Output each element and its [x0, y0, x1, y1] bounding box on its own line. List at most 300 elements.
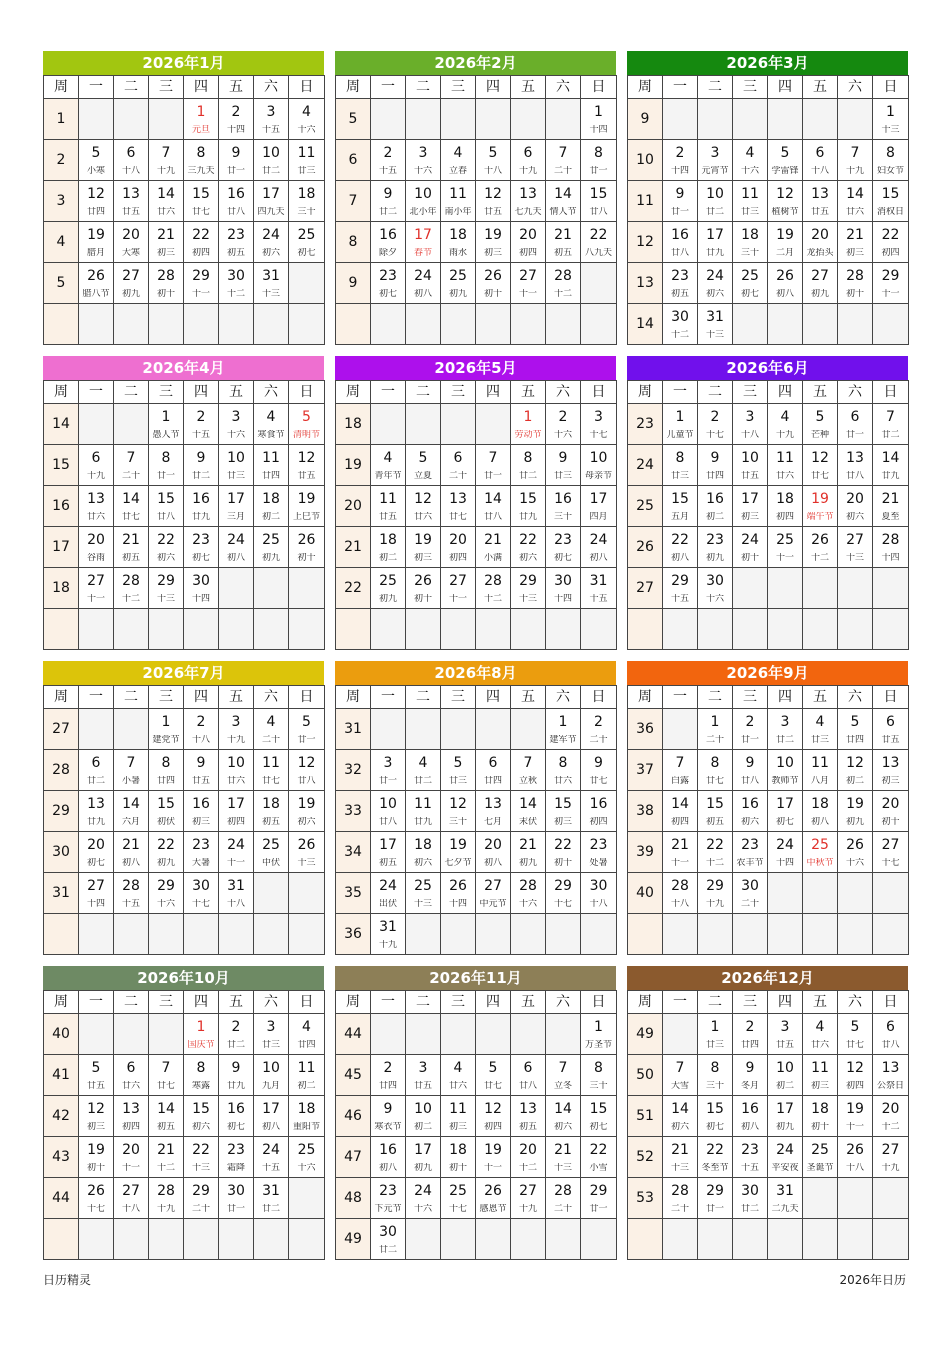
day-cell[interactable] — [838, 140, 873, 181]
day-cell[interactable] — [581, 750, 617, 791]
day-cell[interactable] — [581, 709, 617, 750]
day-cell[interactable] — [476, 181, 511, 222]
day-cell[interactable] — [663, 1055, 698, 1096]
day-cell[interactable] — [698, 404, 733, 445]
day-cell[interactable] — [441, 1137, 476, 1178]
day-cell[interactable] — [476, 791, 511, 832]
day-cell[interactable] — [406, 873, 441, 914]
day-cell[interactable] — [289, 445, 325, 486]
day-cell[interactable] — [254, 222, 289, 263]
day-cell[interactable] — [254, 404, 289, 445]
day-cell[interactable] — [441, 222, 476, 263]
day-cell[interactable] — [149, 486, 184, 527]
day-cell[interactable] — [768, 222, 803, 263]
day-cell[interactable] — [254, 1055, 289, 1096]
day-cell[interactable] — [873, 222, 909, 263]
day-cell[interactable] — [838, 263, 873, 304]
day-cell[interactable] — [476, 1055, 511, 1096]
day-cell[interactable] — [511, 1096, 546, 1137]
day-cell[interactable] — [803, 1055, 838, 1096]
day-cell[interactable] — [406, 263, 441, 304]
day-cell[interactable] — [546, 791, 581, 832]
day-cell[interactable] — [79, 750, 114, 791]
day-cell[interactable] — [114, 1096, 149, 1137]
day-cell[interactable] — [79, 140, 114, 181]
day-cell[interactable] — [114, 222, 149, 263]
day-cell[interactable] — [219, 709, 254, 750]
day-cell[interactable] — [698, 750, 733, 791]
day-cell[interactable] — [546, 527, 581, 568]
day-cell[interactable] — [371, 568, 406, 609]
day-cell[interactable] — [838, 1096, 873, 1137]
day-cell[interactable] — [803, 750, 838, 791]
day-cell[interactable] — [79, 527, 114, 568]
day-cell[interactable] — [873, 404, 909, 445]
day-cell[interactable] — [768, 1055, 803, 1096]
day-cell[interactable] — [838, 486, 873, 527]
day-cell[interactable] — [441, 1096, 476, 1137]
day-cell[interactable] — [371, 832, 406, 873]
day-cell[interactable] — [581, 791, 617, 832]
day-cell[interactable] — [663, 568, 698, 609]
day-cell[interactable] — [768, 1014, 803, 1055]
day-cell[interactable] — [371, 791, 406, 832]
day-cell[interactable] — [581, 99, 617, 140]
day-cell[interactable] — [698, 486, 733, 527]
day-cell[interactable] — [768, 832, 803, 873]
day-cell[interactable] — [219, 1055, 254, 1096]
day-cell[interactable] — [546, 263, 581, 304]
day-cell[interactable] — [873, 1055, 909, 1096]
day-cell[interactable] — [149, 1178, 184, 1219]
day-cell[interactable] — [733, 1096, 768, 1137]
day-cell[interactable] — [733, 140, 768, 181]
day-cell[interactable] — [873, 1096, 909, 1137]
day-cell[interactable] — [803, 709, 838, 750]
day-cell[interactable] — [406, 791, 441, 832]
day-cell[interactable] — [476, 1178, 511, 1219]
day-cell[interactable] — [149, 750, 184, 791]
day-cell[interactable] — [698, 873, 733, 914]
day-cell[interactable] — [184, 1137, 219, 1178]
day-cell[interactable] — [698, 1014, 733, 1055]
day-cell[interactable] — [441, 263, 476, 304]
day-cell[interactable] — [546, 873, 581, 914]
day-cell[interactable] — [254, 1137, 289, 1178]
day-cell[interactable] — [79, 445, 114, 486]
day-cell[interactable] — [803, 832, 838, 873]
day-cell[interactable] — [663, 832, 698, 873]
day-cell[interactable] — [581, 1096, 617, 1137]
day-cell[interactable] — [581, 832, 617, 873]
day-cell[interactable] — [406, 486, 441, 527]
day-cell[interactable] — [838, 445, 873, 486]
day-cell[interactable] — [371, 1096, 406, 1137]
day-cell[interactable] — [511, 222, 546, 263]
day-cell[interactable] — [581, 222, 617, 263]
day-cell[interactable] — [219, 445, 254, 486]
day-cell[interactable] — [838, 1014, 873, 1055]
day-cell[interactable] — [184, 709, 219, 750]
day-cell[interactable] — [768, 709, 803, 750]
day-cell[interactable] — [733, 709, 768, 750]
day-cell[interactable] — [441, 527, 476, 568]
day-cell[interactable] — [546, 832, 581, 873]
day-cell[interactable] — [546, 404, 581, 445]
day-cell[interactable] — [663, 1137, 698, 1178]
day-cell[interactable] — [184, 527, 219, 568]
day-cell[interactable] — [406, 1137, 441, 1178]
day-cell[interactable] — [79, 263, 114, 304]
day-cell[interactable] — [733, 263, 768, 304]
day-cell[interactable] — [873, 832, 909, 873]
day-cell[interactable] — [733, 832, 768, 873]
day-cell[interactable] — [511, 527, 546, 568]
day-cell[interactable] — [79, 486, 114, 527]
day-cell[interactable] — [768, 445, 803, 486]
day-cell[interactable] — [149, 263, 184, 304]
day-cell[interactable] — [254, 263, 289, 304]
day-cell[interactable] — [406, 1096, 441, 1137]
day-cell[interactable] — [476, 445, 511, 486]
day-cell[interactable] — [476, 263, 511, 304]
day-cell[interactable] — [581, 568, 617, 609]
day-cell[interactable] — [581, 181, 617, 222]
day-cell[interactable] — [733, 404, 768, 445]
day-cell[interactable] — [663, 1096, 698, 1137]
day-cell[interactable] — [511, 181, 546, 222]
day-cell[interactable] — [698, 791, 733, 832]
day-cell[interactable] — [768, 791, 803, 832]
day-cell[interactable] — [289, 527, 325, 568]
day-cell[interactable] — [873, 181, 909, 222]
day-cell[interactable] — [289, 404, 325, 445]
day-cell[interactable] — [441, 750, 476, 791]
day-cell[interactable] — [371, 140, 406, 181]
day-cell[interactable] — [663, 181, 698, 222]
day-cell[interactable] — [803, 404, 838, 445]
day-cell[interactable] — [406, 1178, 441, 1219]
day-cell[interactable] — [803, 222, 838, 263]
day-cell[interactable] — [581, 445, 617, 486]
day-cell[interactable] — [219, 1014, 254, 1055]
day-cell[interactable] — [476, 222, 511, 263]
day-cell[interactable] — [546, 1178, 581, 1219]
day-cell[interactable] — [371, 914, 406, 955]
day-cell[interactable] — [441, 486, 476, 527]
day-cell[interactable] — [406, 222, 441, 263]
day-cell[interactable] — [733, 222, 768, 263]
day-cell[interactable] — [873, 99, 909, 140]
day-cell[interactable] — [289, 832, 325, 873]
day-cell[interactable] — [149, 1055, 184, 1096]
day-cell[interactable] — [581, 486, 617, 527]
day-cell[interactable] — [733, 181, 768, 222]
day-cell[interactable] — [581, 404, 617, 445]
day-cell[interactable] — [698, 568, 733, 609]
day-cell[interactable] — [184, 404, 219, 445]
day-cell[interactable] — [698, 140, 733, 181]
day-cell[interactable] — [663, 1178, 698, 1219]
day-cell[interactable] — [114, 445, 149, 486]
day-cell[interactable] — [476, 750, 511, 791]
day-cell[interactable] — [511, 750, 546, 791]
day-cell[interactable] — [254, 750, 289, 791]
day-cell[interactable] — [873, 791, 909, 832]
day-cell[interactable] — [79, 791, 114, 832]
day-cell[interactable] — [219, 181, 254, 222]
day-cell[interactable] — [79, 1055, 114, 1096]
day-cell[interactable] — [511, 568, 546, 609]
day-cell[interactable] — [114, 750, 149, 791]
day-cell[interactable] — [803, 140, 838, 181]
day-cell[interactable] — [184, 99, 219, 140]
day-cell[interactable] — [873, 486, 909, 527]
day-cell[interactable] — [371, 873, 406, 914]
day-cell[interactable] — [184, 445, 219, 486]
day-cell[interactable] — [114, 140, 149, 181]
day-cell[interactable] — [663, 140, 698, 181]
day-cell[interactable] — [219, 1178, 254, 1219]
day-cell[interactable] — [838, 832, 873, 873]
day-cell[interactable] — [184, 791, 219, 832]
day-cell[interactable] — [219, 404, 254, 445]
day-cell[interactable] — [289, 181, 325, 222]
day-cell[interactable] — [663, 750, 698, 791]
day-cell[interactable] — [581, 1014, 617, 1055]
day-cell[interactable] — [733, 750, 768, 791]
day-cell[interactable] — [114, 873, 149, 914]
day-cell[interactable] — [219, 263, 254, 304]
day-cell[interactable] — [79, 568, 114, 609]
day-cell[interactable] — [441, 832, 476, 873]
day-cell[interactable] — [184, 832, 219, 873]
day-cell[interactable] — [406, 527, 441, 568]
day-cell[interactable] — [114, 568, 149, 609]
day-cell[interactable] — [371, 1219, 406, 1260]
day-cell[interactable] — [476, 568, 511, 609]
day-cell[interactable] — [149, 832, 184, 873]
day-cell[interactable] — [663, 486, 698, 527]
day-cell[interactable] — [546, 140, 581, 181]
day-cell[interactable] — [476, 873, 511, 914]
day-cell[interactable] — [546, 709, 581, 750]
day-cell[interactable] — [581, 1055, 617, 1096]
day-cell[interactable] — [79, 1096, 114, 1137]
day-cell[interactable] — [511, 1178, 546, 1219]
day-cell[interactable] — [254, 99, 289, 140]
day-cell[interactable] — [184, 263, 219, 304]
day-cell[interactable] — [476, 1096, 511, 1137]
day-cell[interactable] — [873, 527, 909, 568]
day-cell[interactable] — [371, 1055, 406, 1096]
day-cell[interactable] — [149, 1096, 184, 1137]
day-cell[interactable] — [546, 1137, 581, 1178]
day-cell[interactable] — [254, 486, 289, 527]
day-cell[interactable] — [511, 263, 546, 304]
day-cell[interactable] — [289, 1055, 325, 1096]
day-cell[interactable] — [79, 1137, 114, 1178]
day-cell[interactable] — [184, 1014, 219, 1055]
day-cell[interactable] — [511, 1137, 546, 1178]
day-cell[interactable] — [254, 140, 289, 181]
day-cell[interactable] — [663, 404, 698, 445]
day-cell[interactable] — [581, 527, 617, 568]
day-cell[interactable] — [698, 1055, 733, 1096]
day-cell[interactable] — [441, 445, 476, 486]
day-cell[interactable] — [114, 832, 149, 873]
day-cell[interactable] — [838, 527, 873, 568]
day-cell[interactable] — [441, 1055, 476, 1096]
day-cell[interactable] — [546, 750, 581, 791]
day-cell[interactable] — [476, 527, 511, 568]
day-cell[interactable] — [803, 1137, 838, 1178]
day-cell[interactable] — [289, 1137, 325, 1178]
day-cell[interactable] — [838, 750, 873, 791]
day-cell[interactable] — [441, 140, 476, 181]
day-cell[interactable] — [441, 791, 476, 832]
day-cell[interactable] — [371, 1178, 406, 1219]
day-cell[interactable] — [184, 873, 219, 914]
day-cell[interactable] — [698, 445, 733, 486]
day-cell[interactable] — [581, 140, 617, 181]
day-cell[interactable] — [184, 222, 219, 263]
day-cell[interactable] — [838, 791, 873, 832]
day-cell[interactable] — [149, 873, 184, 914]
day-cell[interactable] — [698, 181, 733, 222]
day-cell[interactable] — [698, 709, 733, 750]
day-cell[interactable] — [114, 263, 149, 304]
day-cell[interactable] — [441, 568, 476, 609]
day-cell[interactable] — [733, 873, 768, 914]
day-cell[interactable] — [733, 791, 768, 832]
day-cell[interactable] — [546, 445, 581, 486]
day-cell[interactable] — [733, 445, 768, 486]
day-cell[interactable] — [114, 181, 149, 222]
day-cell[interactable] — [219, 873, 254, 914]
day-cell[interactable] — [371, 263, 406, 304]
day-cell[interactable] — [698, 263, 733, 304]
day-cell[interactable] — [838, 1137, 873, 1178]
day-cell[interactable] — [406, 1055, 441, 1096]
day-cell[interactable] — [79, 181, 114, 222]
day-cell[interactable] — [663, 527, 698, 568]
day-cell[interactable] — [581, 1178, 617, 1219]
day-cell[interactable] — [511, 873, 546, 914]
day-cell[interactable] — [581, 873, 617, 914]
day-cell[interactable] — [768, 1137, 803, 1178]
day-cell[interactable] — [698, 527, 733, 568]
day-cell[interactable] — [289, 1014, 325, 1055]
day-cell[interactable] — [733, 1055, 768, 1096]
day-cell[interactable] — [803, 1014, 838, 1055]
day-cell[interactable] — [184, 1055, 219, 1096]
day-cell[interactable] — [219, 527, 254, 568]
day-cell[interactable] — [406, 140, 441, 181]
day-cell[interactable] — [733, 527, 768, 568]
day-cell[interactable] — [219, 140, 254, 181]
day-cell[interactable] — [79, 873, 114, 914]
day-cell[interactable] — [803, 1096, 838, 1137]
day-cell[interactable] — [219, 750, 254, 791]
day-cell[interactable] — [698, 222, 733, 263]
day-cell[interactable] — [219, 1096, 254, 1137]
day-cell[interactable] — [768, 486, 803, 527]
day-cell[interactable] — [663, 791, 698, 832]
day-cell[interactable] — [768, 263, 803, 304]
day-cell[interactable] — [114, 1137, 149, 1178]
day-cell[interactable] — [476, 140, 511, 181]
day-cell[interactable] — [511, 791, 546, 832]
day-cell[interactable] — [254, 181, 289, 222]
day-cell[interactable] — [511, 832, 546, 873]
day-cell[interactable] — [149, 568, 184, 609]
day-cell[interactable] — [254, 709, 289, 750]
day-cell[interactable] — [768, 140, 803, 181]
day-cell[interactable] — [406, 832, 441, 873]
day-cell[interactable] — [149, 445, 184, 486]
day-cell[interactable] — [149, 709, 184, 750]
day-cell[interactable] — [79, 832, 114, 873]
day-cell[interactable] — [581, 1137, 617, 1178]
day-cell[interactable] — [184, 1096, 219, 1137]
day-cell[interactable] — [803, 527, 838, 568]
day-cell[interactable] — [511, 486, 546, 527]
day-cell[interactable] — [838, 181, 873, 222]
day-cell[interactable] — [371, 181, 406, 222]
day-cell[interactable] — [219, 791, 254, 832]
day-cell[interactable] — [406, 568, 441, 609]
day-cell[interactable] — [546, 181, 581, 222]
day-cell[interactable] — [873, 709, 909, 750]
day-cell[interactable] — [184, 1178, 219, 1219]
day-cell[interactable] — [149, 181, 184, 222]
day-cell[interactable] — [114, 1055, 149, 1096]
day-cell[interactable] — [114, 791, 149, 832]
day-cell[interactable] — [289, 222, 325, 263]
day-cell[interactable] — [511, 445, 546, 486]
day-cell[interactable] — [254, 445, 289, 486]
day-cell[interactable] — [663, 873, 698, 914]
day-cell[interactable] — [441, 1178, 476, 1219]
day-cell[interactable] — [873, 263, 909, 304]
day-cell[interactable] — [184, 486, 219, 527]
day-cell[interactable] — [184, 750, 219, 791]
day-cell[interactable] — [289, 750, 325, 791]
day-cell[interactable] — [149, 1137, 184, 1178]
day-cell[interactable] — [371, 222, 406, 263]
day-cell[interactable] — [219, 222, 254, 263]
day-cell[interactable] — [546, 486, 581, 527]
day-cell[interactable] — [838, 404, 873, 445]
day-cell[interactable] — [546, 568, 581, 609]
day-cell[interactable] — [546, 222, 581, 263]
day-cell[interactable] — [476, 486, 511, 527]
day-cell[interactable] — [289, 486, 325, 527]
day-cell[interactable] — [838, 709, 873, 750]
day-cell[interactable] — [663, 445, 698, 486]
day-cell[interactable] — [733, 1178, 768, 1219]
day-cell[interactable] — [114, 1178, 149, 1219]
day-cell[interactable] — [663, 263, 698, 304]
day-cell[interactable] — [184, 140, 219, 181]
day-cell[interactable] — [803, 445, 838, 486]
day-cell[interactable] — [254, 527, 289, 568]
day-cell[interactable] — [149, 404, 184, 445]
day-cell[interactable] — [768, 1178, 803, 1219]
day-cell[interactable] — [371, 1137, 406, 1178]
day-cell[interactable] — [663, 222, 698, 263]
